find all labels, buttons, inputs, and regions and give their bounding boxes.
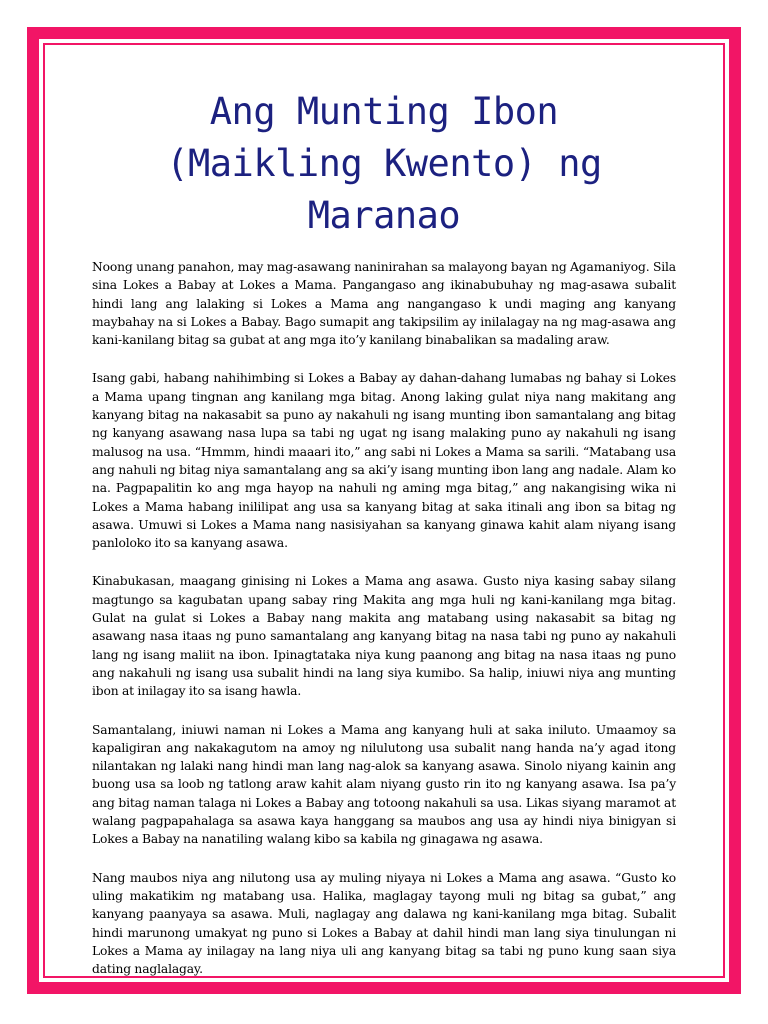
document-content xyxy=(92,86,676,998)
paragraph-4: Samantalang, iniuwi naman ni Lokes a Mama ang kanyang huli at saka iniluto. Umaamoy sa kapaligiran ang nakakagutom na amoy ng nilulutong usa subalit nang handa na’y agad itong nilantakan ng lalaki nang hindi man lang nag-alok sa kanyang asawa. Sinolo niyang kainin ang buong usa sa loob ng tatlong araw kahit alam niyang gusto rin ito ng kanyang asawa. Isa pa’y ang bitag naman talaga ni Lokes a Babay ang totoong nakahuli sa usa. Likas siyang maramot at walang pagpapahalaga sa asawa kaya hanggang sa maubos ang usa ay hindi niya binigyan si Lokes a Babay na nanatiling walang kibo sa kabila ng ginagawa ng asawa. xyxy=(92,722,676,847)
paragraph-2: Isang gabi, habang nahihimbing si Lokes a Babay ay dahan-dahang lumabas ng bahay si Lokes a Mama upang tingnan ang kanilang mga bitag. Anong laking gulat niya nang makitang ang kanyang bitag na nakasabit sa puno ay nakahuli ng isang munting ibon samantalang ang bitag ng kanyang asawang nasa lupa sa tabi ng ugat ng isang malaking puno ay nakahuli ng isang malusog na usa. “Hmmm, hindi maaari ito,” ang sabi ni Lokes a Mama sa sarili. “Matabang usa ang nahuli ng bitag niya samantalang ang sa aki’y isang munting ibon lang ang nadale. Alam ko na. Pagpapalitin ko ang mga hayop na nahuli ng aming mga bitag,” ang nakangising wika ni Lokes a Mama habang inililipat ang usa sa kanyang bitag at saka itinali ang ibon sa bitag ng asawa. Umuwi si Lokes a Mama nang nasisiyahan sa kanyang ginawa kahit alam niyang isang panloloko ito sa kanyang asawa. xyxy=(92,371,676,551)
paragraph-3: Kinabukasan, maagang ginising ni Lokes a Mama ang asawa. Gusto niya kasing sabay silang magtungo sa kagubatan upang sabay ring Makita ang mga huli ng kani-kanilang mga bitag. Gulat na gulat si Lokes a Babay nang makita ang matabang using nakasabit sa bitag ng asawang nasa itaas ng puno samantalang ang kanyang bitag na nasa tabi ng puno ay nakahuli lang ng isang maliit na ibon. Ipinagtataka niya kung paanong ang bitag na nasa itaas ng puno ang nakahuli ng isang usa subalit hindi na lang siya kumibo. Sa halip, iniuwi niya ang munting ibon at inilagay ito sa isang hawla. xyxy=(92,574,676,699)
paragraph-1: Noong unang panahon, may mag-asawang naninirahan sa malayong bayan ng Agamaniyog. Sila sina Lokes a Babay at Lokes a Mama. Pangangaso ang ikinabubuhay ng mag-asawa subalit hindi lang ang lalaking si Lokes a Mama ang nangangaso k undi maging ang kanyang maybahay na si Lokes a Babay. Bago sumapit ang takipsilim ay inilalagay na ng mag-asawa ang kani-kanilang bitag sa gubat at ang mga ito’y kanilang binabalikan sa madaling araw. xyxy=(92,260,676,348)
title-line-2: (Maikling Kwento) ng xyxy=(166,142,602,185)
document-title xyxy=(92,86,676,242)
paragraph-5: Nang maubos niya ang nilutong usa ay muling niyaya ni Lokes a Mama ang asawa. “Gusto ko uling makatikim ng matabang usa. Halika, maglagay tayong muli ng bitag sa gubat,” ang kanyang paanyaya sa asawa. Muli, naglagay ang dalawa ng kani-kanilang mga bitag. Subalit hindi marunong umakyat ng puno si Lokes a Babay at dahil hindi man lang siya tinulungan ni Lokes a Mama ay inilagay na lang niya uli ang kanyang bitag sa tabi ng puno kung saan siya dating naglalagay. xyxy=(92,870,676,977)
title-line-3: Maranao xyxy=(307,194,461,237)
story-body xyxy=(92,258,676,978)
title-line-1: Ang Munting Ibon xyxy=(209,90,559,133)
